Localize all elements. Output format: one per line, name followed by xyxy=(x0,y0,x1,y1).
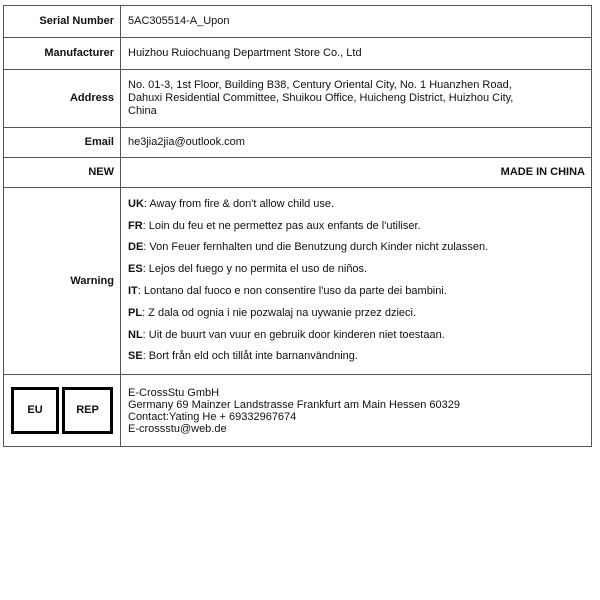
manufacturer-label: Manufacturer xyxy=(4,38,121,70)
rep-badge: REP xyxy=(62,387,113,434)
language-code: SE xyxy=(128,350,143,363)
warning-line-uk xyxy=(128,194,585,216)
email-label: Email xyxy=(4,128,121,158)
warning-text: : Lontano dal fuoco e non consentire l'uso da parte dei bambini. xyxy=(137,285,447,297)
address-line: No. 01-3, 1st Floor, Building B38, Century Oriental City, No. 1 Huanzhen Road, xyxy=(128,79,512,91)
serial-number-label: Serial Number xyxy=(4,6,121,38)
warning-line-nl xyxy=(128,325,585,347)
rep-contact: Contact:Yating He + 69332967674 xyxy=(128,410,297,423)
eu-representative-row xyxy=(4,375,592,447)
new-label: NEW xyxy=(4,158,121,188)
language-code: UK xyxy=(128,197,144,210)
warning-text: : Uit de buurt van vuur en gebruik door kinderen niet toestaan. xyxy=(142,328,445,341)
eu-rep-details xyxy=(121,375,592,447)
email-row xyxy=(4,128,592,158)
language-code: IT xyxy=(128,285,138,297)
warning-line-de xyxy=(128,237,585,259)
made-in-value: MADE IN CHINA xyxy=(121,158,592,188)
address-line: China xyxy=(128,105,157,117)
address-value xyxy=(121,70,592,128)
language-code: FR xyxy=(128,219,143,232)
warning-text: : Away from fire & don't allow child use. xyxy=(143,197,335,210)
address-label: Address xyxy=(4,70,121,128)
rep-company: E-CrossStu GmbH xyxy=(128,386,220,399)
warning-list xyxy=(121,188,592,375)
manufacturer-value: Huizhou Ruiochuang Department Store Co., Ltd xyxy=(121,38,592,70)
warning-text: : Z dala od ognia i nie pozwalaj na uywanie przez dzieci. xyxy=(142,306,416,319)
rep-email: E-crossstu@web.de xyxy=(128,422,227,435)
language-code: PL xyxy=(128,306,143,319)
address-row xyxy=(4,70,592,128)
product-info-table xyxy=(3,5,592,447)
warning-row xyxy=(4,188,592,375)
language-code: ES xyxy=(128,263,143,276)
warning-label: Warning xyxy=(4,188,121,375)
rep-address: Germany 69 Mainzer Landstrasse Frankfurt am Main Hessen 60329 xyxy=(128,398,460,411)
origin-row xyxy=(4,158,592,188)
warning-line-se xyxy=(128,346,585,368)
warning-text: : Bort från eld och tillåt inte barnanvändning. xyxy=(142,350,358,363)
warning-text: : Von Feuer fernhalten und die Benutzung durch Kinder nicht zulassen. xyxy=(143,241,489,254)
serial-number-value: 5AC305514-A_Upon xyxy=(121,6,592,38)
warning-text: : Loin du feu et ne permettez pas aux enfants de l'utiliser. xyxy=(142,219,421,232)
language-code: DE xyxy=(128,241,144,254)
address-line: Dahuxi Residential Committee, Shuikou Office, Huicheng District, Huizhou City, xyxy=(128,92,514,104)
manufacturer-row xyxy=(4,38,592,70)
warning-line-fr xyxy=(128,216,585,238)
warning-line-es xyxy=(128,259,585,281)
email-value: he3jia2jia@outlook.com xyxy=(121,128,592,158)
serial-number-row xyxy=(4,6,592,38)
warning-line-pl xyxy=(128,303,585,325)
eu-rep-logo xyxy=(4,387,120,434)
language-code: NL xyxy=(128,328,143,341)
eu-badge: EU xyxy=(11,387,59,434)
warning-text: : Lejos del fuego y no permita el uso de niños. xyxy=(142,263,368,276)
eu-rep-badge-cell xyxy=(4,375,121,447)
warning-line-it xyxy=(128,281,585,303)
